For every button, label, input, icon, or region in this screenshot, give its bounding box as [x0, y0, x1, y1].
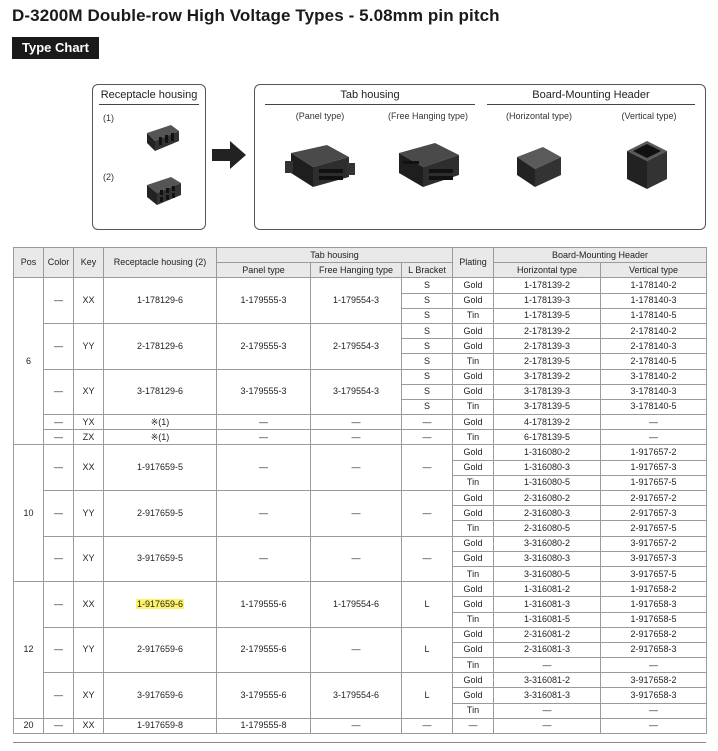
horizontal-type-cell: — [494, 658, 601, 673]
table-row [14, 415, 707, 430]
receptacle-cell: 1-917659-8 [104, 718, 217, 733]
table-row [14, 627, 707, 642]
vertical-type-cell: 1-917658-2 [601, 582, 707, 597]
free-hanging-cell: 3-179554-6 [311, 673, 402, 719]
vertical-type-cell: 2-917658-3 [601, 642, 707, 657]
panel-type-cell: 1-179555-3 [217, 278, 311, 324]
table-row [14, 582, 707, 597]
header-receptacle: Receptacle housing (2) [104, 248, 217, 278]
header-tab-housing: Tab housing [217, 248, 453, 263]
vertical-type-cell: 3-917658-3 [601, 688, 707, 703]
header-color: Color [44, 248, 74, 278]
free-hanging-cell: 1-179554-3 [311, 278, 402, 324]
vertical-type-cell: — [601, 415, 707, 430]
plating-cell: Tin [453, 430, 494, 445]
free-hanging-cell: — [311, 430, 402, 445]
l-bracket-cell: S [402, 308, 453, 323]
key-cell: YY [74, 627, 104, 673]
receptacle-cell: ※(1) [104, 430, 217, 445]
key-cell: YX [74, 415, 104, 430]
color-cell: — [44, 369, 74, 415]
l-bracket-cell: S [402, 293, 453, 308]
horizontal-type-cell: 2-316081-2 [494, 627, 601, 642]
key-cell: XY [74, 536, 104, 582]
l-bracket-cell: S [402, 354, 453, 369]
receptacle-cell: 3-917659-5 [104, 536, 217, 582]
free-hanging-cell: — [311, 627, 402, 673]
horizontal-type-cell: 1-178139-2 [494, 278, 601, 293]
horizontal-type-cell: 1-178139-3 [494, 293, 601, 308]
highlighted-part-number: 1-917659-6 [136, 598, 184, 609]
free-hanging-cell: — [311, 536, 402, 582]
tab-and-header-panel [254, 84, 706, 230]
arrow-right-icon [212, 140, 248, 170]
plating-cell: Tin [453, 354, 494, 369]
header-pos: Pos [14, 248, 44, 278]
pos-cell: 10 [14, 445, 44, 582]
free-hanging-cell: — [311, 718, 402, 733]
header-panel-type: Panel type [217, 263, 311, 278]
header-plating: Plating [453, 248, 494, 278]
l-bracket-cell: — [402, 536, 453, 582]
plating-cell: Tin [453, 658, 494, 673]
receptacle-housing-1-image [141, 121, 181, 155]
color-cell: — [44, 718, 74, 733]
free-hanging-cell: — [311, 491, 402, 537]
vertical-type-cell: 1-917658-3 [601, 597, 707, 612]
free-hanging-image [391, 141, 467, 193]
receptacle-cell [104, 582, 217, 628]
l-bracket-cell: — [402, 430, 453, 445]
receptacle-cell: 3-178129-6 [104, 369, 217, 415]
plating-cell: Gold [453, 582, 494, 597]
horizontal-type-cell: 2-316081-3 [494, 642, 601, 657]
panel-type-cell: — [217, 491, 311, 537]
panel-type-cell: 3-179555-6 [217, 673, 311, 719]
receptacle-cell: 3-917659-6 [104, 673, 217, 719]
plating-cell: Gold [453, 323, 494, 338]
page-title: D-3200M Double-row High Voltage Types - 5.08mm pin pitch [12, 6, 500, 25]
vertical-type-cell: 3-178140-5 [601, 399, 707, 414]
table-row [14, 278, 707, 293]
panel-type-cell: — [217, 430, 311, 445]
header-horizontal-type: Horizontal type [494, 263, 601, 278]
receptacle-cell: 2-917659-5 [104, 491, 217, 537]
plating-cell: Gold [453, 688, 494, 703]
plating-cell: Gold [453, 642, 494, 657]
color-cell: — [44, 415, 74, 430]
panel-type-cell: 3-179555-3 [217, 369, 311, 415]
plating-cell: Gold [453, 384, 494, 399]
panel-type-label: (Panel type) [295, 111, 345, 121]
pos-cell: 6 [14, 278, 44, 445]
receptacle-housing-2-image [141, 173, 183, 209]
table-row [14, 718, 707, 733]
panel-type-image [283, 143, 359, 193]
free-hanging-cell: 2-179554-3 [311, 323, 402, 369]
color-cell: — [44, 430, 74, 445]
plating-cell: Gold [453, 491, 494, 506]
key-cell: ZX [74, 430, 104, 445]
vertical-type-cell: 1-917657-3 [601, 460, 707, 475]
table-row [14, 369, 707, 384]
horizontal-type-cell: 3-316080-5 [494, 566, 601, 581]
plating-cell: Gold [453, 293, 494, 308]
l-bracket-cell: — [402, 491, 453, 537]
free-hanging-cell: 1-179554-6 [311, 582, 402, 628]
plating-cell: Gold [453, 627, 494, 642]
vertical-type-cell: — [601, 703, 707, 718]
table-row [14, 445, 707, 460]
header-free-hanging: Free Hanging type [311, 263, 402, 278]
panel-type-cell: — [217, 415, 311, 430]
header-vertical-type: Vertical type [601, 263, 707, 278]
vertical-type-label: (Vertical type) [621, 111, 677, 121]
vertical-type-cell: 3-178140-2 [601, 369, 707, 384]
vertical-type-cell: 3-917657-3 [601, 551, 707, 566]
l-bracket-cell: — [402, 718, 453, 733]
l-bracket-cell: S [402, 399, 453, 414]
plating-cell: Tin [453, 703, 494, 718]
plating-cell: Gold [453, 339, 494, 354]
color-cell: — [44, 323, 74, 369]
receptacle-housing-panel [92, 84, 206, 230]
key-cell: YY [74, 491, 104, 537]
panel-type-cell: 1-179555-6 [217, 582, 311, 628]
panel-type-cell: 2-179555-3 [217, 323, 311, 369]
divider [487, 104, 695, 105]
vertical-type-cell: — [601, 658, 707, 673]
plating-cell: Gold [453, 597, 494, 612]
plating-cell: — [453, 718, 494, 733]
color-cell: — [44, 673, 74, 719]
horizontal-type-cell: 2-178139-2 [494, 323, 601, 338]
table-row [14, 673, 707, 688]
vertical-type-cell: 3-917658-2 [601, 673, 707, 688]
l-bracket-cell: L [402, 582, 453, 628]
vertical-type-cell: 1-178140-2 [601, 278, 707, 293]
vertical-type-cell: 3-178140-3 [601, 384, 707, 399]
header-l-bracket: L Bracket [402, 263, 453, 278]
panel-type-cell: — [217, 445, 311, 491]
plating-cell: Gold [453, 673, 494, 688]
key-cell: YY [74, 323, 104, 369]
vertical-header-image [623, 139, 671, 193]
vertical-type-cell: 2-178140-5 [601, 354, 707, 369]
divider [13, 742, 706, 743]
free-hanging-cell: — [311, 415, 402, 430]
vertical-type-cell: 2-178140-2 [601, 323, 707, 338]
pos-cell: 12 [14, 582, 44, 719]
horizontal-type-cell: 2-316080-3 [494, 506, 601, 521]
vertical-type-cell: 2-917657-3 [601, 506, 707, 521]
divider [99, 104, 199, 105]
plating-cell: Gold [453, 536, 494, 551]
horizontal-type-cell: 3-316081-2 [494, 673, 601, 688]
key-cell: XY [74, 369, 104, 415]
header-board-mounting: Board-Mounting Header [494, 248, 707, 263]
horizontal-header-image [513, 145, 565, 191]
horizontal-type-cell: 3-316080-3 [494, 551, 601, 566]
l-bracket-cell: S [402, 323, 453, 338]
horizontal-type-cell: 2-316080-2 [494, 491, 601, 506]
vertical-type-cell: 3-917657-2 [601, 536, 707, 551]
l-bracket-cell: S [402, 339, 453, 354]
free-hanging-cell: — [311, 445, 402, 491]
vertical-type-cell: 2-917657-5 [601, 521, 707, 536]
panel-type-cell: — [217, 536, 311, 582]
plating-cell: Gold [453, 445, 494, 460]
plating-cell: Tin [453, 308, 494, 323]
horizontal-type-cell: 3-178139-5 [494, 399, 601, 414]
l-bracket-cell: — [402, 445, 453, 491]
horizontal-type-cell: 6-178139-5 [494, 430, 601, 445]
table-row [14, 536, 707, 551]
pos-cell: 20 [14, 718, 44, 733]
color-cell: — [44, 627, 74, 673]
panel-type-cell: 2-179555-6 [217, 627, 311, 673]
color-cell: — [44, 491, 74, 537]
key-cell: XY [74, 673, 104, 719]
horizontal-type-cell: — [494, 718, 601, 733]
receptacle-label-1: (1) [103, 113, 114, 123]
table-row [14, 491, 707, 506]
header-key: Key [74, 248, 104, 278]
plating-cell: Gold [453, 551, 494, 566]
horizontal-type-cell: 3-178139-3 [494, 384, 601, 399]
horizontal-type-cell: 4-178139-2 [494, 415, 601, 430]
horizontal-type-cell: 2-178139-5 [494, 354, 601, 369]
horizontal-type-cell: 1-316080-3 [494, 460, 601, 475]
plating-cell: Tin [453, 399, 494, 414]
vertical-type-cell: 1-917658-5 [601, 612, 707, 627]
vertical-type-cell: 1-178140-3 [601, 293, 707, 308]
horizontal-type-cell: 2-316080-5 [494, 521, 601, 536]
plating-cell: Gold [453, 369, 494, 384]
receptacle-cell: 1-917659-5 [104, 445, 217, 491]
type-chart-body [14, 278, 707, 734]
key-cell: XX [74, 718, 104, 733]
divider [265, 104, 475, 105]
key-cell: XX [74, 278, 104, 324]
vertical-type-cell: 1-917657-2 [601, 445, 707, 460]
l-bracket-cell: L [402, 673, 453, 719]
receptacle-cell: ※(1) [104, 415, 217, 430]
plating-cell: Tin [453, 521, 494, 536]
vertical-type-cell: — [601, 430, 707, 445]
board-header-heading: Board-Mounting Header [532, 89, 650, 101]
horizontal-type-cell: — [494, 703, 601, 718]
horizontal-type-cell: 1-316081-2 [494, 582, 601, 597]
l-bracket-cell: S [402, 384, 453, 399]
plating-cell: Tin [453, 612, 494, 627]
receptacle-cell: 2-917659-6 [104, 627, 217, 673]
tab-housing-heading: Tab housing [340, 89, 400, 101]
plating-cell: Tin [453, 475, 494, 490]
receptacle-label-2: (2) [103, 172, 114, 182]
panel-type-cell: 1-179555-8 [217, 718, 311, 733]
l-bracket-cell: S [402, 369, 453, 384]
color-cell: — [44, 536, 74, 582]
vertical-type-cell: 1-917657-5 [601, 475, 707, 490]
free-hanging-cell: 3-179554-3 [311, 369, 402, 415]
plating-cell: Tin [453, 566, 494, 581]
plating-cell: Gold [453, 460, 494, 475]
horizontal-type-label: (Horizontal type) [505, 111, 573, 121]
receptacle-heading: Receptacle housing [100, 89, 198, 101]
free-hanging-label: (Free Hanging type) [387, 111, 469, 121]
horizontal-type-cell: 2-178139-3 [494, 339, 601, 354]
table-row [14, 430, 707, 445]
color-cell: — [44, 582, 74, 628]
vertical-type-cell: 2-917658-2 [601, 627, 707, 642]
horizontal-type-cell: 1-316081-5 [494, 612, 601, 627]
horizontal-type-cell: 3-316080-2 [494, 536, 601, 551]
vertical-type-cell: 3-917657-5 [601, 566, 707, 581]
vertical-type-cell: 2-917657-2 [601, 491, 707, 506]
plating-cell: Gold [453, 278, 494, 293]
horizontal-type-cell: 3-316081-3 [494, 688, 601, 703]
l-bracket-cell: S [402, 278, 453, 293]
l-bracket-cell: — [402, 415, 453, 430]
table-row [14, 323, 707, 338]
key-cell: XX [74, 445, 104, 491]
plating-cell: Gold [453, 415, 494, 430]
horizontal-type-cell: 1-178139-5 [494, 308, 601, 323]
type-chart-badge: Type Chart [12, 37, 99, 59]
key-cell: XX [74, 582, 104, 628]
receptacle-cell: 1-178129-6 [104, 278, 217, 324]
receptacle-cell: 2-178129-6 [104, 323, 217, 369]
horizontal-type-cell: 1-316080-5 [494, 475, 601, 490]
horizontal-type-cell: 3-178139-2 [494, 369, 601, 384]
vertical-type-cell: 2-178140-3 [601, 339, 707, 354]
color-cell: — [44, 278, 74, 324]
horizontal-type-cell: 1-316081-3 [494, 597, 601, 612]
vertical-type-cell: 1-178140-5 [601, 308, 707, 323]
l-bracket-cell: L [402, 627, 453, 673]
type-chart-table [13, 247, 707, 734]
color-cell: — [44, 445, 74, 491]
vertical-type-cell: — [601, 718, 707, 733]
horizontal-type-cell: 1-316080-2 [494, 445, 601, 460]
plating-cell: Gold [453, 506, 494, 521]
